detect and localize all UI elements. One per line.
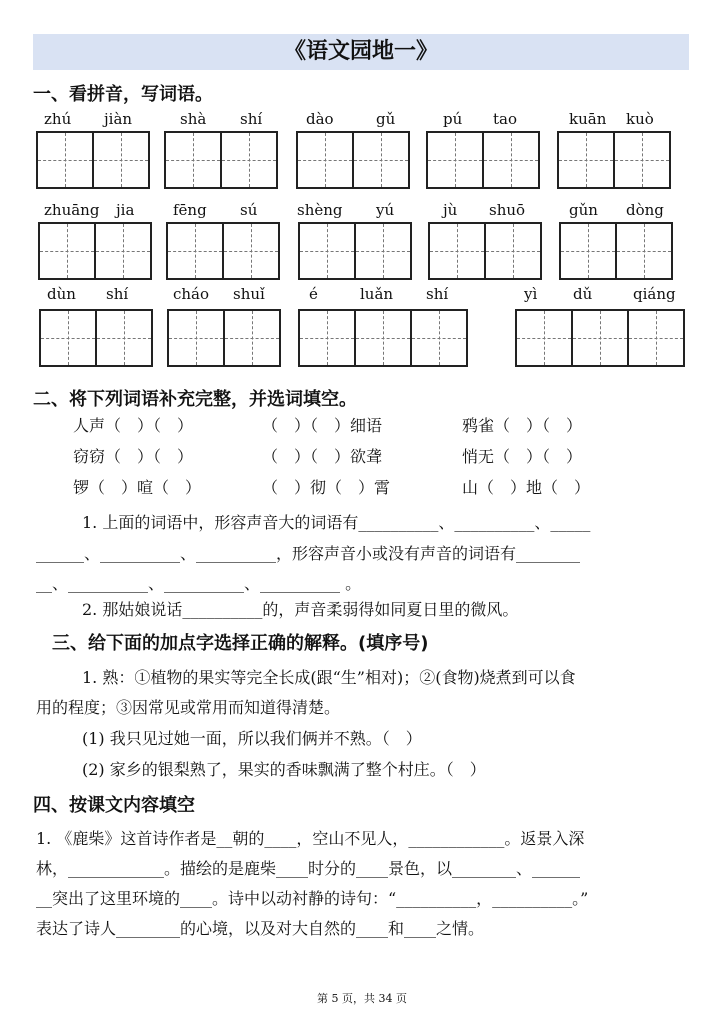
section3-heading: 三、给下面的加点字选择正确的解释。(填序号) [52, 633, 429, 654]
section2-heading: 二、将下列词语补充完整，并选词填空。 [33, 389, 357, 410]
pinyin: luǎn [360, 285, 394, 303]
writing-grid[interactable] [164, 131, 278, 189]
pinyin: fēng [173, 201, 207, 219]
idiom-blank[interactable]: 悄无（ ）（ ） [462, 447, 583, 466]
pinyin: dùn [47, 285, 76, 303]
pinyin: yú [376, 201, 395, 219]
page-footer: 第 5 页，共 34 页 [317, 992, 407, 1005]
pinyin: shí [240, 110, 263, 128]
pinyin: dào [306, 110, 334, 128]
section1-heading: 一、看拼音，写词语。 [33, 84, 213, 105]
pinyin: yì [524, 285, 538, 303]
pinyin: shuō [489, 201, 526, 219]
fill-text: __突出了这里环境的____。诗中以动衬静的诗句：“__________，__________。” [36, 889, 589, 908]
pinyin: shèng [297, 201, 343, 219]
pinyin: é [309, 285, 318, 303]
pinyin: jia [116, 201, 135, 219]
definition-text: 用的程度；③因常见或常用而知道得清楚。 [36, 698, 341, 717]
pinyin: shuǐ [233, 285, 265, 303]
sentence-question: (2) 家乡的银梨熟了，果实的香味飘满了整个村庄。（ ） [82, 760, 486, 779]
writing-grid[interactable] [39, 309, 153, 367]
writing-grid[interactable] [166, 222, 280, 280]
section4-heading: 四、按课文内容填空 [33, 795, 195, 816]
page-title: 《语文园地一》 [283, 39, 438, 64]
pinyin: gǔ [376, 110, 396, 128]
pinyin: shí [106, 285, 129, 303]
pinyin: shà [180, 110, 207, 128]
writing-grid[interactable] [426, 131, 540, 189]
pinyin: gǔn [569, 201, 598, 219]
writing-grid[interactable] [38, 222, 152, 280]
idiom-blank[interactable]: 山（ ）地（ ） [462, 478, 591, 497]
pinyin: shí [426, 285, 449, 303]
pinyin: jiàn [104, 110, 133, 128]
fill-text: 1. 《鹿柴》这首诗作者是__朝的____，空山不见人，____________。返景入深 [36, 829, 585, 848]
question-text: __、__________、__________、__________ 。 [36, 574, 362, 593]
pinyin: pú [443, 110, 463, 128]
writing-grid[interactable] [515, 309, 685, 367]
writing-grid[interactable] [428, 222, 542, 280]
definition-text: 1. 熟：①植物的果实等完全长成(跟“生”相对)；②(食物)烧煮到可以食 [82, 668, 576, 687]
writing-grid[interactable] [36, 131, 150, 189]
writing-grid[interactable] [557, 131, 671, 189]
idiom-blank[interactable]: 鸦雀（ ）（ ） [462, 416, 583, 435]
idiom-blank[interactable]: 人声（ ）（ ） [73, 416, 194, 435]
fill-text: 林，____________。描绘的是鹿柴____时分的____景色，以________、______ [36, 859, 581, 878]
idiom-blank[interactable]: 窃窃（ ）（ ） [73, 447, 194, 466]
writing-grid[interactable] [559, 222, 673, 280]
title-band [33, 34, 689, 70]
question-text: 2. 那姑娘说话__________的，声音柔弱得如同夏日里的微风。 [82, 600, 519, 619]
pinyin: qiáng [633, 285, 676, 303]
pinyin: kuān [569, 110, 607, 128]
writing-grid[interactable] [296, 131, 410, 189]
question-text: ______、__________、__________，形容声音小或没有声音的词语有________ [36, 544, 581, 563]
writing-grid[interactable] [167, 309, 281, 367]
pinyin: kuò [626, 110, 654, 128]
pinyin: dǔ [573, 285, 593, 303]
pinyin: sú [240, 201, 258, 219]
pinyin: dòng [626, 201, 664, 219]
idiom-blank[interactable]: 锣（ ）喧（ ） [73, 478, 202, 497]
question-text: 1. 上面的词语中，形容声音大的词语有__________、__________、_____ [82, 513, 591, 532]
idiom-blank[interactable]: （ ）彻（ ）霄 [262, 478, 391, 497]
pinyin: jù [443, 201, 458, 219]
idiom-blank[interactable]: （ ）（ ）欲聋 [262, 447, 383, 466]
fill-text: 表达了诗人________的心境，以及对大自然的____和____之情。 [36, 919, 485, 938]
writing-grid[interactable] [298, 222, 412, 280]
sentence-question: (1) 我只见过她一面，所以我们俩并不熟。（ ） [82, 729, 422, 748]
pinyin: zhú [44, 110, 72, 128]
idiom-blank[interactable]: （ ）（ ）细语 [262, 416, 383, 435]
writing-grid[interactable] [298, 309, 468, 367]
pinyin: cháo [173, 285, 210, 303]
pinyin: zhuāng [44, 201, 100, 219]
pinyin: tao [493, 110, 518, 128]
